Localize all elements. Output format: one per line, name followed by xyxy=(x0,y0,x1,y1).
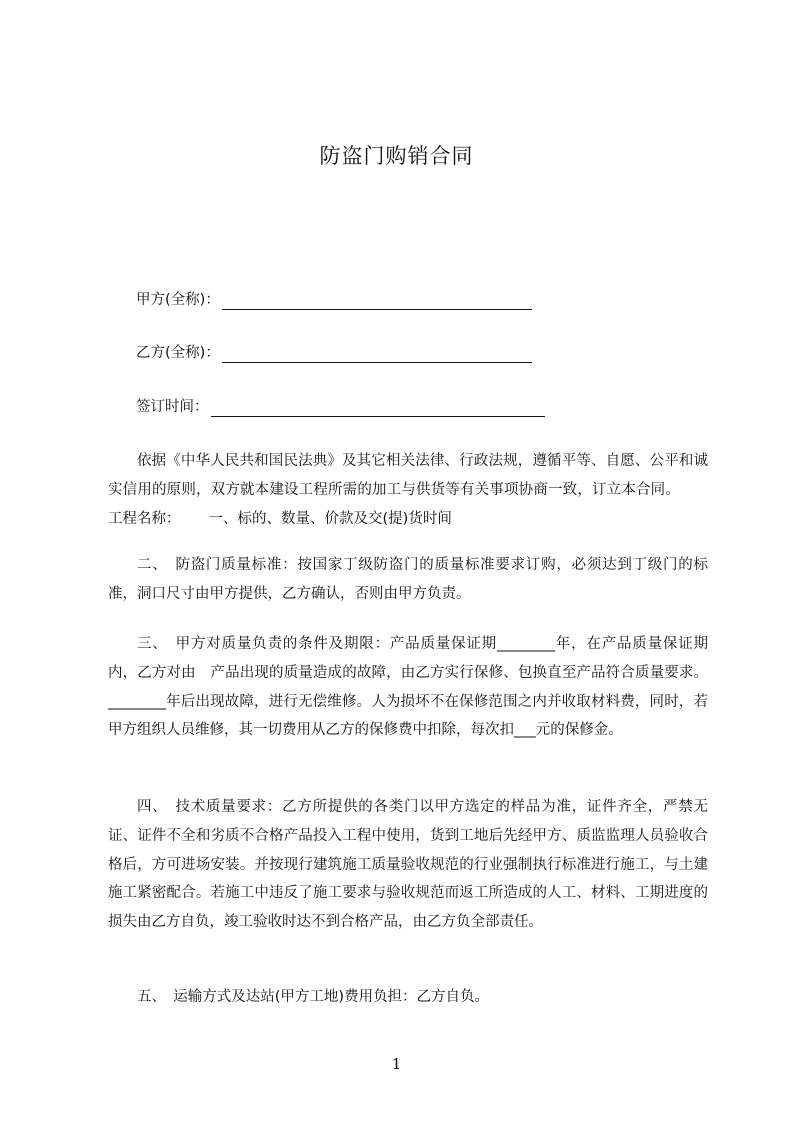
signing-date-blank[interactable] xyxy=(211,400,545,417)
section-4-paragraph: 四、 技术质量要求：乙方所提供的各类门以甲方选定的样品为准，证件齐全，严禁无证、证件不全和劣质不合格产品投入工程中使用，货到工地后先经甲方、质监监理人员验收合格后，方可进场安装。并按现行建筑施工质量验收规范的行业强制执行标准进行施工，与土建施工紧密配合。若施工中违反了施工要求与验收规范而返工所造成的人工、材料、工期进度的损失由乙方自负，竣工验收时达不到合格产品，由乙方负全部责任。 xyxy=(108,799,708,931)
section-1-heading: 一、标的、数量、价款及交(提)货时间 xyxy=(208,510,452,527)
page-number: 1 xyxy=(391,1055,402,1073)
signing-date-field xyxy=(136,397,545,417)
intro-text: 依据《中华人民共和国民法典》及其它相关法律、行政法规，遵循平等、自愿、公平和诚实信用的原则，双方就本建设工程所需的加工与供货等有关事项协商一致，订立本合同。 xyxy=(108,453,708,498)
section-2-paragraph: 二、 防盗门质量标准：按国家丁级防盗门的质量标准要求订购，必须达到丁级门的标准，洞口尺寸由甲方提供，乙方确认，否则由甲方负责。 xyxy=(108,557,708,602)
section-3-paragraph: 三、 甲方对质量负责的条件及期限：产品质量保证期________年，在产品质量保证期内，乙方对由 产品出现的质量造成的故障，由乙方实行保修、包换直至产品符合质量要求。________年后出现故障，进行无偿维修。人为损坏不在保修范围之内并收取材料费，同时，若甲方组织人员维修，其一切费用从乙方的保修费中扣除，每次扣___元的保修金。 xyxy=(108,636,708,739)
party-b-field xyxy=(136,343,532,363)
party-b-blank[interactable] xyxy=(222,346,532,363)
project-name-label: 工程名称： xyxy=(108,510,181,527)
party-a-field xyxy=(136,290,532,310)
party-b-label: 乙方(全称)： xyxy=(136,345,220,361)
party-a-label: 甲方(全称)： xyxy=(136,292,220,308)
party-a-blank[interactable] xyxy=(222,293,532,310)
page-title: 防盗门购销合同 xyxy=(319,144,474,168)
section-5-paragraph: 五、 运输方式及达站(甲方工地)费用负担：乙方自负。 xyxy=(137,989,490,1005)
intro-paragraph xyxy=(108,447,708,533)
signing-date-label: 签订时间： xyxy=(136,399,209,415)
